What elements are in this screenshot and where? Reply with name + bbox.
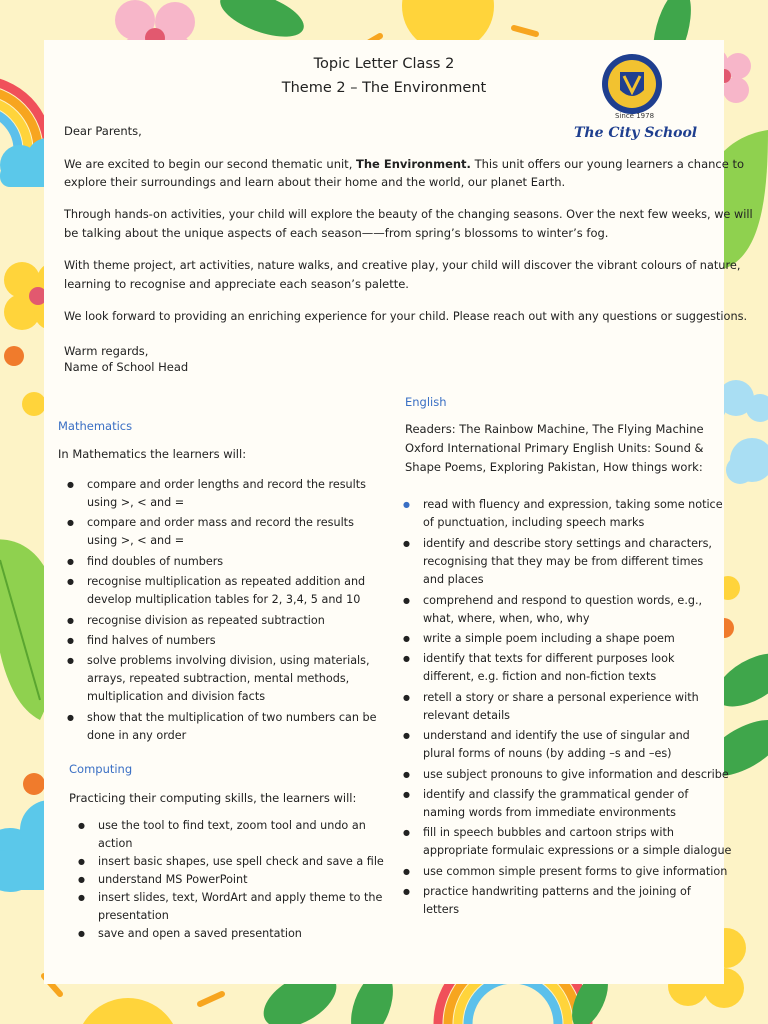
- list-item: [67, 709, 377, 745]
- list-item-line: fill in speech bubbles and cartoon strips with: [423, 826, 674, 839]
- bullet-icon: ●: [403, 500, 410, 509]
- title-line-1: Topic Letter Class 2: [313, 56, 455, 72]
- list-item: [403, 786, 689, 822]
- list-item-line: using >, < and =: [87, 496, 185, 509]
- bullet-icon: ●: [403, 828, 410, 837]
- bullet-icon: ●: [403, 654, 410, 663]
- list-item-line: using >, < and =: [87, 534, 185, 547]
- closing: Warm regards,: [64, 344, 149, 358]
- list-item: [78, 925, 302, 943]
- paragraph-4: We look forward to providing an enriching experience for your child. Please reach out with any questions or suggestions.: [64, 310, 748, 323]
- english-heading: English: [405, 395, 447, 409]
- list-item-line: use common simple present forms to give information: [423, 865, 728, 878]
- list-item: [403, 727, 690, 763]
- bullet-icon: ●: [67, 557, 74, 566]
- bullet-icon: ●: [67, 713, 74, 722]
- list-item: [403, 496, 723, 532]
- list-item-line: insert slides, text, WordArt and apply theme to the: [98, 891, 383, 904]
- list-item: [67, 612, 325, 630]
- list-item-line: insert basic shapes, use spell check and save a file: [98, 855, 384, 868]
- bullet-icon: ●: [78, 821, 85, 830]
- list-item: [403, 650, 675, 686]
- list-item-line: solve problems involving division, using materials,: [87, 654, 370, 667]
- bullet-icon: ●: [403, 539, 410, 548]
- list-item-line: naming words from immediate environments: [423, 806, 676, 819]
- list-item-line: compare and order lengths and record the results: [87, 478, 366, 491]
- list-item-line: identify that texts for different purposes look: [423, 652, 675, 665]
- list-item-line: and places: [423, 573, 484, 586]
- list-item: [67, 652, 370, 706]
- list-item: [403, 824, 732, 860]
- bullet-icon: ●: [67, 656, 74, 665]
- list-item-line: arrays, repeated subtraction, mental methods,: [87, 672, 350, 685]
- bullet-icon: ●: [403, 790, 410, 799]
- list-item-line: understand MS PowerPoint: [98, 873, 248, 886]
- list-item: [67, 553, 224, 571]
- list-item-line: of punctuation, including speech marks: [423, 516, 645, 529]
- list-item-line: recognise multiplication as repeated addition and: [87, 575, 366, 588]
- english-intro-line-1: Readers: The Rainbow Machine, The Flying Machine: [405, 422, 704, 436]
- list-item-line: read with fluency and expression, taking some notice: [423, 498, 723, 511]
- list-item-line: understand and identify the use of singular and: [423, 729, 690, 742]
- bullet-icon: ●: [67, 577, 74, 586]
- list-item: [78, 817, 366, 853]
- list-item-line: presentation: [98, 909, 169, 922]
- list-item-line: show that the multiplication of two numbers can be: [87, 711, 377, 724]
- logo-since: Since 1978: [615, 112, 655, 120]
- list-item-line: letters: [423, 903, 460, 916]
- bullet-icon: ●: [403, 770, 410, 779]
- bullet-icon: ●: [78, 857, 85, 866]
- bullet-icon: ●: [403, 596, 410, 605]
- bullet-icon: ●: [403, 693, 410, 702]
- signature: Name of School Head: [64, 360, 189, 374]
- bullet-icon: ●: [78, 875, 85, 884]
- paragraph-3-line-1: With theme project, art activities, nature walks, and creative play, your child will discover the vibrant colours of nature,: [64, 259, 741, 272]
- paragraph-3-line-2: learning to recognise and appreciate each season’s palette.: [64, 277, 409, 291]
- mathematics-heading: Mathematics: [58, 419, 133, 433]
- list-item-line: compare and order mass and record the results: [87, 516, 354, 529]
- list-item: [67, 476, 366, 512]
- computing-intro: Practicing their computing skills, the learners will:: [69, 791, 357, 805]
- paragraph-1-line-1: We are excited to begin our second thematic unit, The Environment. This unit offers our young learners a chance to: [64, 157, 745, 171]
- bullet-icon: ●: [403, 634, 410, 643]
- list-item-line: save and open a saved presentation: [98, 927, 302, 940]
- list-item-line: comprehend and respond to question words, e.g.,: [423, 594, 703, 607]
- paragraph-2-line-1: Through hands-on activities, your child will explore the beauty of the changing seasons. Over the next few weeks, we will: [64, 208, 753, 221]
- list-item-line: what, where, when, who, why: [423, 612, 590, 625]
- list-item: [403, 630, 675, 648]
- bullet-icon: ●: [403, 887, 410, 896]
- bullet-icon: ●: [78, 929, 85, 938]
- list-item-line: plural forms of nouns (by adding –s and –es): [423, 747, 672, 760]
- paragraph-2-line-2: be talking about the unique aspects of each season——from spring’s blossoms to winter’s fog.: [64, 226, 609, 240]
- english-intro-line-2: Oxford International Primary English Units: Sound &: [405, 441, 704, 455]
- list-item-line: find halves of numbers: [87, 634, 216, 647]
- list-item-line: identify and describe story settings and characters,: [423, 537, 712, 550]
- list-item: [403, 689, 699, 725]
- computing-heading: Computing: [69, 762, 133, 776]
- logo-wordmark: The City School: [574, 125, 698, 141]
- greeting: Dear Parents,: [64, 124, 142, 138]
- list-item: [403, 592, 703, 628]
- list-item: [403, 883, 691, 919]
- list-item-line: use the tool to find text, zoom tool and undo an: [98, 819, 366, 832]
- list-item-line: different, e.g. fiction and non-fiction texts: [423, 670, 657, 683]
- list-item: [403, 766, 729, 784]
- list-item-line: done in any order: [87, 729, 187, 742]
- list-item-line: practice handwriting patterns and the joining of: [423, 885, 691, 898]
- list-item: [78, 853, 384, 871]
- list-item-line: appropriate formulaic expressions or a simple dialogue: [423, 844, 732, 857]
- title-line-2: Theme 2 – The Environment: [281, 80, 487, 96]
- bullet-icon: ●: [67, 616, 74, 625]
- list-item-line: use subject pronouns to give information and describe: [423, 768, 729, 781]
- list-item-line: develop multiplication tables for 2, 3,4, 5 and 10: [87, 593, 361, 606]
- list-item: [67, 573, 366, 609]
- list-item: [67, 514, 354, 550]
- list-item: [67, 632, 216, 650]
- list-item-line: recognise division as repeated subtraction: [87, 614, 325, 627]
- theme-name: The Environment.: [356, 157, 471, 171]
- bullet-icon: ●: [403, 867, 410, 876]
- paragraph-1-line-2: explore their surroundings and learn about their home and the world, our planet Earth.: [64, 175, 566, 189]
- list-item: [403, 863, 728, 881]
- bullet-icon: ●: [67, 480, 74, 489]
- list-item: [403, 535, 712, 589]
- english-intro-line-3: Shape Poems, Exploring Pakistan, How things work:: [405, 460, 703, 474]
- list-item: [78, 889, 383, 925]
- list-item-line: relevant details: [423, 709, 511, 722]
- mathematics-intro: In Mathematics the learners will:: [58, 447, 247, 461]
- list-item-line: multiplication and division facts: [87, 690, 266, 703]
- list-item-line: recognising that they may be from different times: [423, 555, 704, 568]
- bullet-icon: ●: [67, 636, 74, 645]
- bullet-icon: ●: [78, 893, 85, 902]
- list-item-line: find doubles of numbers: [87, 555, 224, 568]
- list-item-line: write a simple poem including a shape poem: [423, 632, 675, 645]
- bullet-icon: ●: [67, 518, 74, 527]
- list-item: [78, 871, 248, 889]
- list-item-line: action: [98, 837, 133, 850]
- bullet-icon: ●: [403, 731, 410, 740]
- list-item-line: retell a story or share a personal experience with: [423, 691, 699, 704]
- list-item-line: identify and classify the grammatical gender of: [423, 788, 689, 801]
